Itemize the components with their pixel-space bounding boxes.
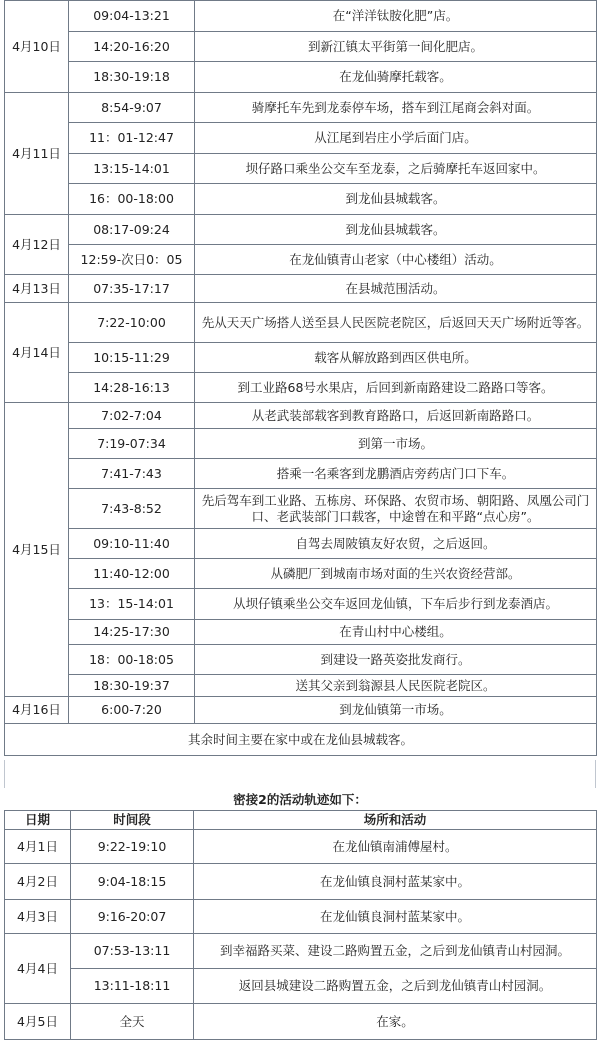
header-time: 时间段 xyxy=(71,811,194,830)
activity-cell: 从磷肥厂到城南市场对面的生兴农资经营部。 xyxy=(195,559,597,589)
activity-cell: 送其父亲到翁源县人民医院老院区。 xyxy=(195,675,597,697)
table-row xyxy=(5,724,597,756)
table-row xyxy=(5,459,597,489)
table-row xyxy=(5,645,597,675)
activity-cell: 在龙仙镇良洞村蓝某家中。 xyxy=(194,864,597,900)
time-cell: 7:22-10:00 xyxy=(69,303,195,343)
activity-cell: 载客从解放路到西区供电所。 xyxy=(195,343,597,373)
activity-cell: 到第一市场。 xyxy=(195,429,597,459)
section-spacer xyxy=(4,760,596,788)
activity-cell: 到龙仙镇第一市场。 xyxy=(195,697,597,724)
activity-table-2 xyxy=(4,810,597,1040)
table-row xyxy=(5,934,597,969)
table-row xyxy=(5,620,597,645)
time-cell: 9:04-18:15 xyxy=(71,864,194,900)
time-cell: 9:22-19:10 xyxy=(71,830,194,864)
activity-cell: 到龙仙县城载客。 xyxy=(195,215,597,245)
time-cell: 11:40-12:00 xyxy=(69,559,195,589)
activity-cell: 在家。 xyxy=(194,1004,597,1040)
date-cell: 4月3日 xyxy=(5,900,71,934)
time-cell: 18:30-19:18 xyxy=(69,62,195,93)
table-row xyxy=(5,32,597,62)
time-cell: 14:25-17:30 xyxy=(69,620,195,645)
date-cell: 4月13日 xyxy=(5,275,69,303)
time-cell: 09:04-13:21 xyxy=(69,1,195,32)
activity-cell: 到工业路68号水果店，后回到新南路建设二路路口等客。 xyxy=(195,373,597,403)
date-cell: 4月2日 xyxy=(5,864,71,900)
activity-cell: 在“洋洋钛胺化肥”店。 xyxy=(195,1,597,32)
time-cell: 9:16-20:07 xyxy=(71,900,194,934)
time-cell: 12:59-次日0：05 xyxy=(69,245,195,275)
table-row xyxy=(5,215,597,245)
activity-cell: 从老武装部载客到教育路路口，后返回新南路路口。 xyxy=(195,403,597,429)
footer-note: 其余时间主要在家中或在龙仙县城载客。 xyxy=(5,724,597,756)
table-row xyxy=(5,830,597,864)
table-row xyxy=(5,969,597,1004)
table-row xyxy=(5,62,597,93)
table-row xyxy=(5,245,597,275)
activity-cell: 到新江镇太平街第一间化肥店。 xyxy=(195,32,597,62)
time-cell: 18：00-18:05 xyxy=(69,645,195,675)
activity-cell: 到建设一路英姿批发商行。 xyxy=(195,645,597,675)
date-cell: 4月4日 xyxy=(5,934,71,1004)
table-row xyxy=(5,675,597,697)
table-row xyxy=(5,489,597,529)
date-cell: 4月5日 xyxy=(5,1004,71,1040)
table-row xyxy=(5,589,597,620)
time-cell: 11：01-12:47 xyxy=(69,123,195,154)
activity-cell: 在青山村中心楼组。 xyxy=(195,620,597,645)
activity-cell: 到龙仙县城载客。 xyxy=(195,184,597,215)
activity-cell: 返回县城建设二路购置五金，之后到龙仙镇青山村园洞。 xyxy=(194,969,597,1004)
table-row xyxy=(5,1004,597,1040)
date-cell: 4月15日 xyxy=(5,403,69,697)
time-cell: 07:53-13:11 xyxy=(71,934,194,969)
table-row xyxy=(5,303,597,343)
activity-cell: 到幸福路买菜、建设二路购置五金，之后到龙仙镇青山村园洞。 xyxy=(194,934,597,969)
table-row xyxy=(5,864,597,900)
activity-cell: 坝仔路口乘坐公交车至龙泰，之后骑摩托车返回家中。 xyxy=(195,154,597,184)
activity-cell: 先从天天广场搭人送至县人民医院老院区，后返回天天广场附近等客。 xyxy=(195,303,597,343)
activity-cell: 在龙仙镇青山老家（中心楼组）活动。 xyxy=(195,245,597,275)
table-row xyxy=(5,1,597,32)
time-cell: 18:30-19:37 xyxy=(69,675,195,697)
time-cell: 6:00-7:20 xyxy=(69,697,195,724)
activity-cell: 在龙仙镇南浦傅屋村。 xyxy=(194,830,597,864)
table-row xyxy=(5,429,597,459)
time-cell: 7:41-7:43 xyxy=(69,459,195,489)
activity-cell: 从坝仔镇乘坐公交车返回龙仙镇，下车后步行到龙泰酒店。 xyxy=(195,589,597,620)
time-cell: 08:17-09:24 xyxy=(69,215,195,245)
table-row xyxy=(5,900,597,934)
time-cell: 7:19-07:34 xyxy=(69,429,195,459)
table-row xyxy=(5,343,597,373)
activity-cell: 骑摩托车先到龙泰停车场，搭车到江尾商会斜对面。 xyxy=(195,93,597,123)
activity-table-1 xyxy=(4,0,597,756)
time-cell: 8:54-9:07 xyxy=(69,93,195,123)
activity-cell: 搭乘一名乘客到龙鹏酒店旁药店门口下车。 xyxy=(195,459,597,489)
activity-cell: 自驾去周陂镇友好农贸，之后返回。 xyxy=(195,529,597,559)
activity-cell: 先后驾车到工业路、五栋房、环保路、农贸市场、朝阳路、凤凰公司门口、老武装部门口载客，中途曾在和平路“点心房”。 xyxy=(195,489,597,529)
time-cell: 7:02-7:04 xyxy=(69,403,195,429)
section-caption: 密接2的活动轨迹如下： xyxy=(233,792,367,807)
table-row xyxy=(5,403,597,429)
table-row xyxy=(5,373,597,403)
time-cell: 14:20-16:20 xyxy=(69,32,195,62)
date-cell: 4月16日 xyxy=(5,697,69,724)
table-row xyxy=(5,529,597,559)
activity-cell: 从江尾到岩庄小学后面门店。 xyxy=(195,123,597,154)
time-cell: 10:15-11:29 xyxy=(69,343,195,373)
time-cell: 13:11-18:11 xyxy=(71,969,194,1004)
date-cell: 4月12日 xyxy=(5,215,69,275)
table-row xyxy=(5,93,597,123)
activity-cell: 在龙仙镇良洞村蓝某家中。 xyxy=(194,900,597,934)
table-row xyxy=(5,123,597,154)
header-activity: 场所和活动 xyxy=(194,811,597,830)
table-row xyxy=(5,697,597,724)
table-row xyxy=(5,184,597,215)
time-cell: 14:28-16:13 xyxy=(69,373,195,403)
activity-cell: 在龙仙骑摩托载客。 xyxy=(195,62,597,93)
table-row xyxy=(5,559,597,589)
time-cell: 7:43-8:52 xyxy=(69,489,195,529)
header-row xyxy=(5,811,597,830)
date-cell: 4月11日 xyxy=(5,93,69,215)
time-cell: 07:35-17:17 xyxy=(69,275,195,303)
date-cell: 4月1日 xyxy=(5,830,71,864)
time-cell: 13：15-14:01 xyxy=(69,589,195,620)
table-row xyxy=(5,275,597,303)
date-cell: 4月14日 xyxy=(5,303,69,403)
time-cell: 16：00-18:00 xyxy=(69,184,195,215)
time-cell: 09:10-11:40 xyxy=(69,529,195,559)
date-cell: 4月10日 xyxy=(5,1,69,93)
header-date: 日期 xyxy=(5,811,71,830)
table-row xyxy=(5,154,597,184)
time-cell: 全天 xyxy=(71,1004,194,1040)
time-cell: 13:15-14:01 xyxy=(69,154,195,184)
activity-cell: 在县城范围活动。 xyxy=(195,275,597,303)
